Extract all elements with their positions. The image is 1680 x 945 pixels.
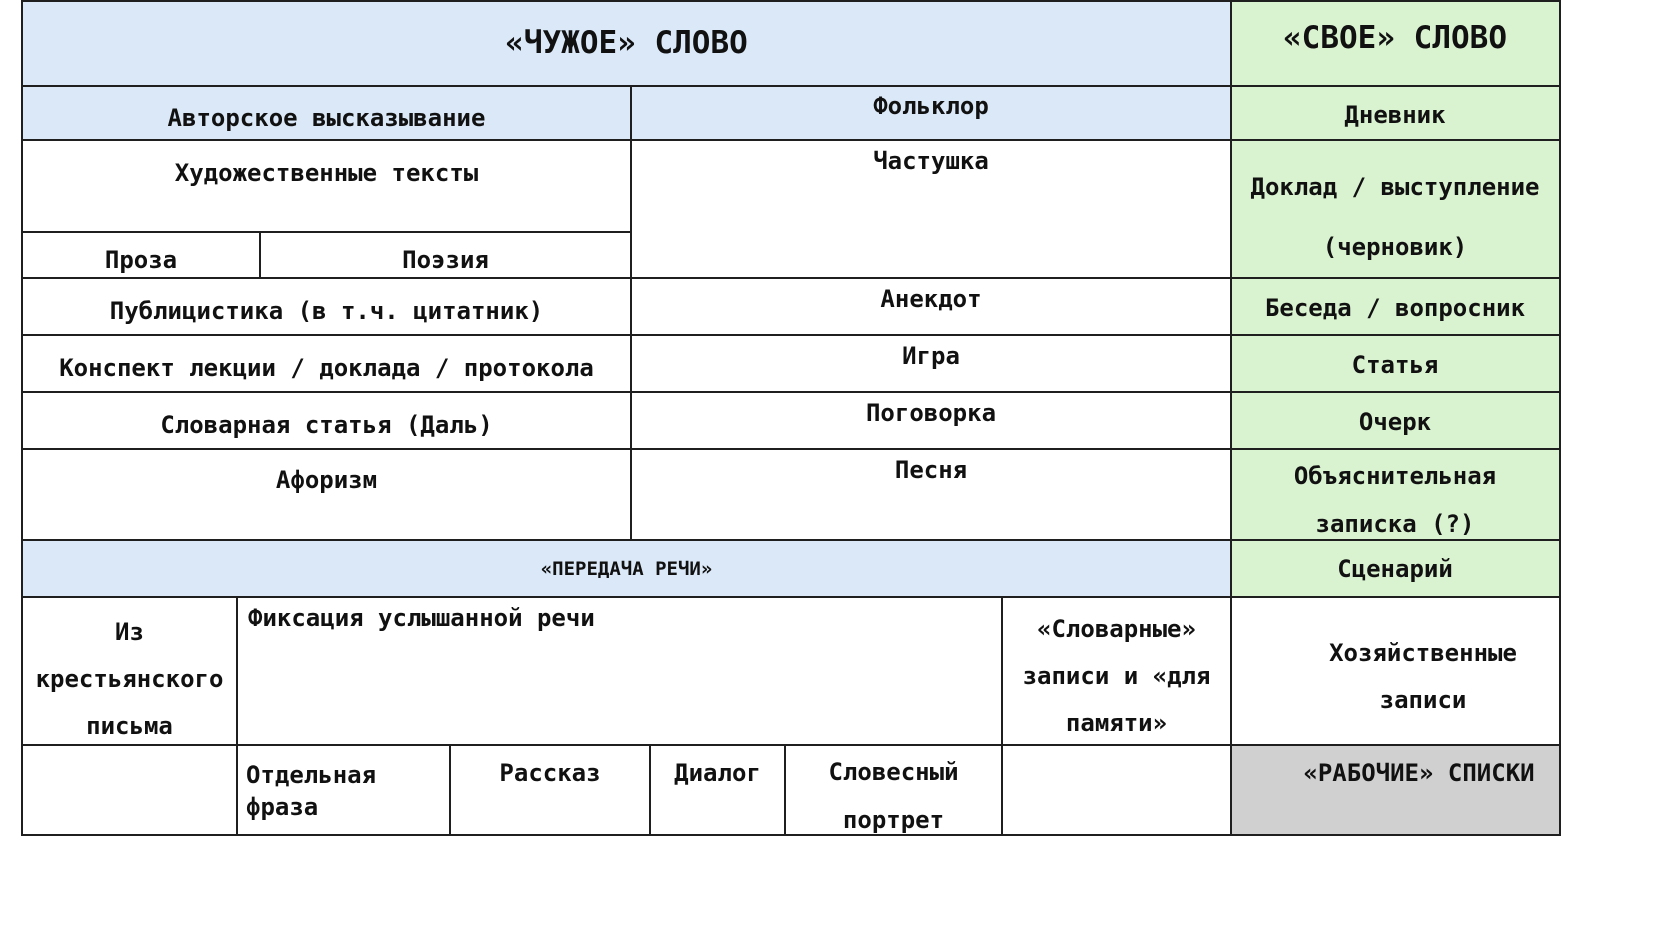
publicism-text: Публицистика (в т.ч. цитатник) [109,296,544,325]
own-item-diary [1231,85,1559,140]
heard-speech-fixation-text: Фиксация услышанной речи [248,604,595,632]
folklore-item-game [631,335,1231,392]
folklore-item-chastushka [631,140,1231,278]
story-cell [450,745,650,835]
own-item-explanatory-note-line1: Объяснительная [1293,461,1497,490]
dictionary-notes-line1: «Словарные» [1037,615,1196,643]
household-notes-line2: записи [1379,685,1467,714]
grid-line [21,448,1561,450]
dialog-cell [650,745,785,835]
speech-transfer-header [22,540,1231,597]
alien-word-title-text: «ЧУЖОЕ» СЛОВО [505,25,748,61]
heard-speech-fixation [237,597,1002,745]
folklore-item-saying-text: Поговорка [865,399,997,427]
speech-transfer-header-text: «ПЕРЕДАЧА РЕЧИ» [540,557,713,580]
own-item-report-line1: Доклад / выступление [1250,173,1540,201]
author-statement-header [22,85,631,140]
work-lists-cell [1231,745,1559,835]
notes-cell [22,335,631,392]
grid-line [449,744,451,836]
verbal-portrait-cell [785,745,1002,835]
folklore-item-anekdot [631,278,1231,335]
own-item-diary-text: Дневник [1344,100,1446,129]
own-item-conversation [1231,278,1559,335]
poetry-text: Поэзия [402,246,489,274]
grid-line [259,231,261,279]
grid-line [649,744,651,836]
folklore-item-chastushka-text: Частушка [873,147,989,175]
prose-cell [22,232,260,278]
own-item-explanatory-note [1231,449,1559,540]
table-border-right [1559,0,1561,836]
folklore-item-game-text: Игра [902,342,960,370]
dictionary-notes-line2: записи и «для [1022,662,1211,690]
grid-line [21,391,1561,393]
dictionary-notes-cell [1002,597,1231,745]
notes-text: Конспект лекции / доклада / протокола [59,353,594,382]
own-item-script-text: Сценарий [1337,554,1453,583]
own-item-article [1231,335,1559,392]
grid-line [21,277,1561,279]
grid-line [21,596,1561,598]
folklore-header-text: Фольклор [873,92,989,120]
publicism-cell [22,278,631,335]
story-text: Рассказ [499,759,601,787]
aphorism-text: Афоризм [275,466,378,494]
dictionary-entry-text: Словарная статья (Даль) [160,410,493,439]
household-notes-line1: Хозяйственные [1329,638,1517,667]
peasant-letter-cell [22,597,237,745]
alien-word-title [22,1,1231,85]
verbal-portrait-line1: Словесный [828,757,959,786]
grid-line [21,85,1561,87]
prose-text: Проза [104,246,178,274]
grid-line [21,744,1561,746]
aphorism-cell [22,449,631,540]
grid-line [21,231,631,233]
own-item-report [1231,140,1559,278]
folklore-item-song-text: Песня [894,456,968,484]
work-lists-text: «РАБОЧИЕ» СПИСКИ [1303,759,1535,787]
own-item-essay-text: Очерк [1358,407,1432,436]
folklore-header [631,85,1231,140]
peasant-letter-line2: крестьянского [35,664,224,693]
single-phrase-cell [237,745,450,835]
grid-line [1001,596,1003,836]
dictionary-notes-line3: памяти» [1065,709,1168,737]
grid-line [1230,0,1232,836]
author-statement-header-text: Авторское высказывание [167,103,486,132]
grid-line [630,85,632,541]
peasant-letter-line3: письма [86,711,173,740]
verbal-portrait-line2: портрет [842,805,945,834]
grid-line [21,334,1561,336]
single-phrase-line1: Отдельная [246,760,377,789]
table-border-top [21,0,1561,2]
folklore-item-saying [631,392,1231,449]
own-item-report-line2: (черновик) [1322,233,1468,261]
dialog-text: Диалог [674,759,761,787]
own-item-explanatory-note-line2: записка (?) [1315,509,1475,538]
folklore-item-anekdot-text: Анекдот [880,285,982,313]
folklore-item-song [631,449,1231,540]
own-item-script [1231,540,1559,597]
household-notes-cell [1231,597,1559,745]
own-item-conversation-text: Беседа / вопросник [1264,293,1526,322]
grid-line [21,539,1561,541]
peasant-letter-line1: Из [115,617,144,646]
fiction-texts-text: Художественные тексты [174,159,479,187]
table-border-bottom [21,834,1561,836]
table-border-left [21,0,23,836]
poetry-cell [260,232,631,278]
own-word-title-text: «СВОЕ» СЛОВО [1283,20,1507,56]
grid-line [236,596,238,836]
dictionary-entry-cell [22,392,631,449]
fiction-texts [22,140,631,232]
grid-line [784,744,786,836]
own-item-article-text: Статья [1351,350,1439,379]
single-phrase-line2: фраза [246,792,319,821]
own-item-essay [1231,392,1559,449]
own-word-title [1231,1,1559,85]
grid-line [21,139,1561,141]
